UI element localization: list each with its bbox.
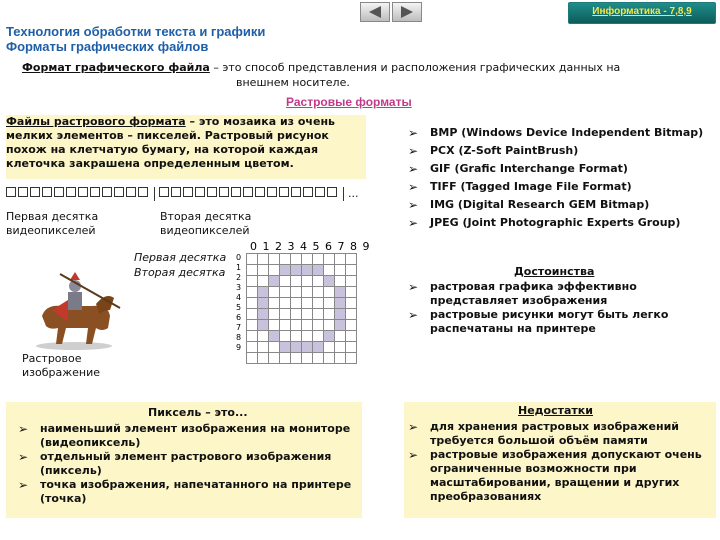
grid-cell: [335, 276, 346, 287]
grid-cell: [346, 265, 357, 276]
grid-cell: [247, 320, 258, 331]
grid-cell: [247, 331, 258, 342]
raster-line-1: – это мозаика из очень: [185, 115, 336, 128]
raster-term: Файлы растрового формата: [6, 115, 186, 128]
grid-cell: [302, 265, 313, 276]
subject-badge[interactable]: Информатика - 7,8,9: [568, 2, 716, 24]
grid-cell: [335, 320, 346, 331]
arrow-bullet-icon: ➢: [408, 126, 419, 140]
list-item: [406, 196, 716, 214]
grid-cell: [280, 254, 291, 265]
grid-cell: [313, 353, 324, 364]
disadvantages-title: Недостатки: [518, 404, 593, 417]
formats-list: [406, 124, 716, 232]
pixel-def-title: Пиксель – это...: [148, 406, 248, 419]
pixel-cell: [90, 187, 100, 197]
pixel-cell: [6, 187, 16, 197]
grid-cell: [302, 276, 313, 287]
grid-cell: [280, 298, 291, 309]
pixel-cell: [231, 187, 241, 197]
raster-line-2: мелких элементов – пикселей. Растровый рисунок: [6, 129, 329, 142]
grid-cell: [247, 353, 258, 364]
arrow-bullet-icon: ➢: [18, 422, 29, 436]
list-item-text: PCX (Z-Soft PaintBrush): [430, 144, 579, 157]
pixel-cell: [126, 187, 136, 197]
grid-cell: [291, 353, 302, 364]
grid-cell: [291, 276, 302, 287]
nav-back-button[interactable]: [360, 2, 390, 22]
pixel-grid: [246, 253, 357, 364]
pixel-cell: [327, 187, 337, 197]
arrow-bullet-icon: ➢: [408, 180, 419, 194]
list-item-text: растровые изображения допускают очень ограниченные возможности при масштабировании, вращении и других преобразованиях: [430, 448, 702, 503]
list-item: [16, 422, 356, 450]
grid-cell: [269, 309, 280, 320]
pixel-cell: [78, 187, 88, 197]
advantages-title: Достоинства: [514, 265, 595, 278]
pixel-cell: [42, 187, 52, 197]
grid-cell: [258, 287, 269, 298]
raster-line-3: похож на клетчатую бумагу, на которой каждая: [6, 143, 319, 156]
grid-cell: [324, 331, 335, 342]
grid-cell: [346, 287, 357, 298]
list-item: [406, 142, 716, 160]
definition-text: – это способ представления и расположения графических данных на: [209, 61, 621, 74]
grid-cell: [324, 265, 335, 276]
grid-cell: [302, 287, 313, 298]
grid-cell: [346, 331, 357, 342]
grid-cell: [247, 287, 258, 298]
triangle-left-icon: [361, 3, 389, 21]
grid-cell: [269, 265, 280, 276]
grid-cell: [313, 276, 324, 287]
list-item: [16, 450, 356, 478]
pixel-cell: [138, 187, 148, 197]
grid-cell: [346, 254, 357, 265]
list-item: [406, 420, 712, 448]
list-item-text: отдельный элемент растрового изображения (пиксель): [40, 450, 332, 477]
list-item-text: растровая графика эффективно представляет изображения: [430, 280, 637, 307]
list-item: [406, 308, 706, 336]
grid-cell: [302, 309, 313, 320]
grid-cell: [269, 320, 280, 331]
grid-cell: [335, 353, 346, 364]
second-ten-label: [160, 210, 251, 238]
grid-cell: [346, 276, 357, 287]
arrow-bullet-icon: ➢: [408, 216, 419, 230]
grid-cell: [313, 287, 324, 298]
pixel-cell: [207, 187, 217, 197]
second-ten-line2: видеопикселей: [160, 224, 250, 237]
raster-line-4: клеточка закрашена определенным цветом.: [6, 157, 294, 170]
row-number: 0: [236, 253, 242, 262]
row-number: 8: [236, 333, 242, 342]
grid-cell: [313, 331, 324, 342]
grid-cell: [291, 309, 302, 320]
row-number: 7: [236, 323, 242, 332]
list-item-text: JPEG (Joint Photographic Experts Group): [430, 216, 681, 229]
pixel-cell: [171, 187, 181, 197]
list-item-text: GIF (Grafic Interchange Format): [430, 162, 628, 175]
grid-cell: [280, 320, 291, 331]
grid-cell: [313, 254, 324, 265]
raster-caption-line2: изображение: [22, 366, 101, 379]
grid-cell: [258, 276, 269, 287]
grid-cell: [247, 254, 258, 265]
definition-term: Формат графического файла: [22, 61, 210, 74]
pixel-cell: [243, 187, 253, 197]
grid-cell: [313, 298, 324, 309]
format-definition: [22, 61, 702, 75]
grid-cell: [346, 353, 357, 364]
pixel-cell: [315, 187, 325, 197]
grid-cell: [258, 265, 269, 276]
arrow-bullet-icon: ➢: [408, 144, 419, 158]
grid-cell: [258, 353, 269, 364]
grid-cell: [280, 331, 291, 342]
first-ten-line1: Первая десятка: [6, 210, 99, 223]
advantages-list: [406, 280, 706, 336]
grid-cell: [258, 309, 269, 320]
grid-cell: [269, 254, 280, 265]
row-number: 6: [236, 313, 242, 322]
grid-cell: [346, 298, 357, 309]
pixel-cell: [279, 187, 289, 197]
grid-cell: [269, 298, 280, 309]
page-title: Технология обработки текста и графики: [6, 24, 266, 39]
pixel-cell: [159, 187, 169, 197]
grid-cell: [335, 309, 346, 320]
definition-text-line2: внешнем носителе.: [236, 76, 350, 89]
row-number: 4: [236, 293, 242, 302]
pixel-cell: [291, 187, 301, 197]
grid-second-label: Вторая десятка: [134, 266, 226, 279]
grid-cell: [291, 254, 302, 265]
arrow-bullet-icon: ➢: [18, 450, 29, 464]
list-item-text: для хранения растровых изображений требуется большой объём памяти: [430, 420, 679, 447]
pixel-strip-ellipsis: ...: [348, 187, 359, 200]
grid-cell: [346, 309, 357, 320]
grid-cell: [324, 287, 335, 298]
grid-cell: [280, 276, 291, 287]
grid-cell: [324, 254, 335, 265]
grid-cell: [258, 342, 269, 353]
row-number: 9: [236, 343, 242, 352]
pixel-cell: [54, 187, 64, 197]
raster-formats-heading: Растровые форматы: [286, 95, 412, 109]
grid-cell: [302, 353, 313, 364]
list-item-text: TIFF (Tagged Image File Format): [430, 180, 632, 193]
pixel-cell: [267, 187, 277, 197]
list-item-text: BMP (Windows Device Independent Bitmap): [430, 126, 704, 139]
grid-cell: [269, 287, 280, 298]
page-subtitle: Форматы графических файлов: [6, 39, 209, 54]
grid-cell: [324, 298, 335, 309]
grid-cell: [247, 298, 258, 309]
grid-row-numbers: [236, 253, 241, 353]
list-item: [406, 280, 706, 308]
first-ten-label: [6, 210, 98, 238]
grid-cell: [280, 265, 291, 276]
grid-cell: [280, 342, 291, 353]
pixel-cell: [255, 187, 265, 197]
list-item-text: IMG (Digital Research GEM Bitmap): [430, 198, 650, 211]
grid-cell: [258, 254, 269, 265]
grid-cell: [291, 287, 302, 298]
grid-cell: [291, 331, 302, 342]
grid-cell: [291, 342, 302, 353]
knight-image: [22, 270, 126, 352]
pixel-cell: [114, 187, 124, 197]
disadvantages-list: [406, 420, 712, 504]
grid-cell: [302, 298, 313, 309]
arrow-bullet-icon: ➢: [408, 198, 419, 212]
pixel-cell: [30, 187, 40, 197]
grid-cell: [247, 309, 258, 320]
grid-cell: [335, 298, 346, 309]
grid-cell: [313, 342, 324, 353]
arrow-bullet-icon: ➢: [408, 280, 419, 294]
list-item-text: наименьший элемент изображения на мониторе (видеопиксель): [40, 422, 351, 449]
grid-column-numbers: 0 1 2 3 4 5 6 7 8 9: [250, 240, 371, 253]
raster-description: [6, 115, 366, 179]
row-number: 1: [236, 263, 242, 272]
grid-cell: [247, 276, 258, 287]
grid-cell: [324, 276, 335, 287]
grid-cell: [269, 353, 280, 364]
grid-cell: [313, 320, 324, 331]
grid-cell: [324, 309, 335, 320]
grid-cell: [324, 320, 335, 331]
grid-cell: [302, 342, 313, 353]
grid-cell: [302, 320, 313, 331]
grid-cell: [280, 309, 291, 320]
list-item-text: растровые рисунки могут быть легко распечатаны на принтере: [430, 308, 669, 335]
grid-cell: [280, 287, 291, 298]
raster-caption-line1: Растровое: [22, 352, 82, 365]
pixel-cell: [219, 187, 229, 197]
grid-cell: [324, 342, 335, 353]
grid-cell: [335, 287, 346, 298]
pixel-def-list: [16, 422, 356, 506]
grid-cell: [346, 320, 357, 331]
arrow-bullet-icon: ➢: [408, 308, 419, 322]
list-item-text: точка изображения, напечатанного на принтере (точка): [40, 478, 352, 505]
grid-cell: [280, 353, 291, 364]
grid-cell: [258, 331, 269, 342]
arrow-bullet-icon: ➢: [408, 420, 419, 434]
grid-cell: [247, 265, 258, 276]
grid-first-label: Первая десятка: [134, 251, 227, 264]
row-number: 3: [236, 283, 242, 292]
list-item: [16, 478, 356, 506]
pixel-cell: [102, 187, 112, 197]
nav-forward-button[interactable]: [392, 2, 422, 22]
grid-cell: [258, 320, 269, 331]
grid-cell: [291, 265, 302, 276]
grid-cell: [324, 353, 335, 364]
list-item: [406, 448, 712, 504]
grid-cell: [269, 276, 280, 287]
grid-cell: [291, 320, 302, 331]
pixel-cell: [66, 187, 76, 197]
second-ten-line1: Вторая десятка: [160, 210, 252, 223]
list-item: [406, 160, 716, 178]
arrow-bullet-icon: ➢: [408, 448, 419, 462]
arrow-bullet-icon: ➢: [18, 478, 29, 492]
grid-cell: [247, 342, 258, 353]
triangle-right-icon: [393, 3, 421, 21]
raster-image-caption: [22, 352, 100, 380]
grid-cell: [291, 298, 302, 309]
pixel-cell: [183, 187, 193, 197]
pixel-cell: [195, 187, 205, 197]
grid-cell: [335, 331, 346, 342]
arrow-bullet-icon: ➢: [408, 162, 419, 176]
grid-cell: [269, 331, 280, 342]
grid-cell: [313, 309, 324, 320]
pixel-strip: [6, 187, 398, 205]
grid-cell: [302, 331, 313, 342]
grid-cell: [302, 254, 313, 265]
first-ten-line2: видеопикселей: [6, 224, 96, 237]
grid-cell: [346, 342, 357, 353]
list-item: [406, 124, 716, 142]
pixel-cell: [303, 187, 313, 197]
grid-cell: [335, 265, 346, 276]
grid-cell: [269, 342, 280, 353]
row-number: 2: [236, 273, 242, 282]
grid-cell: [313, 265, 324, 276]
grid-cell: [258, 298, 269, 309]
pixel-cell: [18, 187, 28, 197]
list-item: [406, 178, 716, 196]
row-number: 5: [236, 303, 242, 312]
list-item: [406, 214, 716, 232]
grid-cell: [335, 342, 346, 353]
grid-cell: [335, 254, 346, 265]
